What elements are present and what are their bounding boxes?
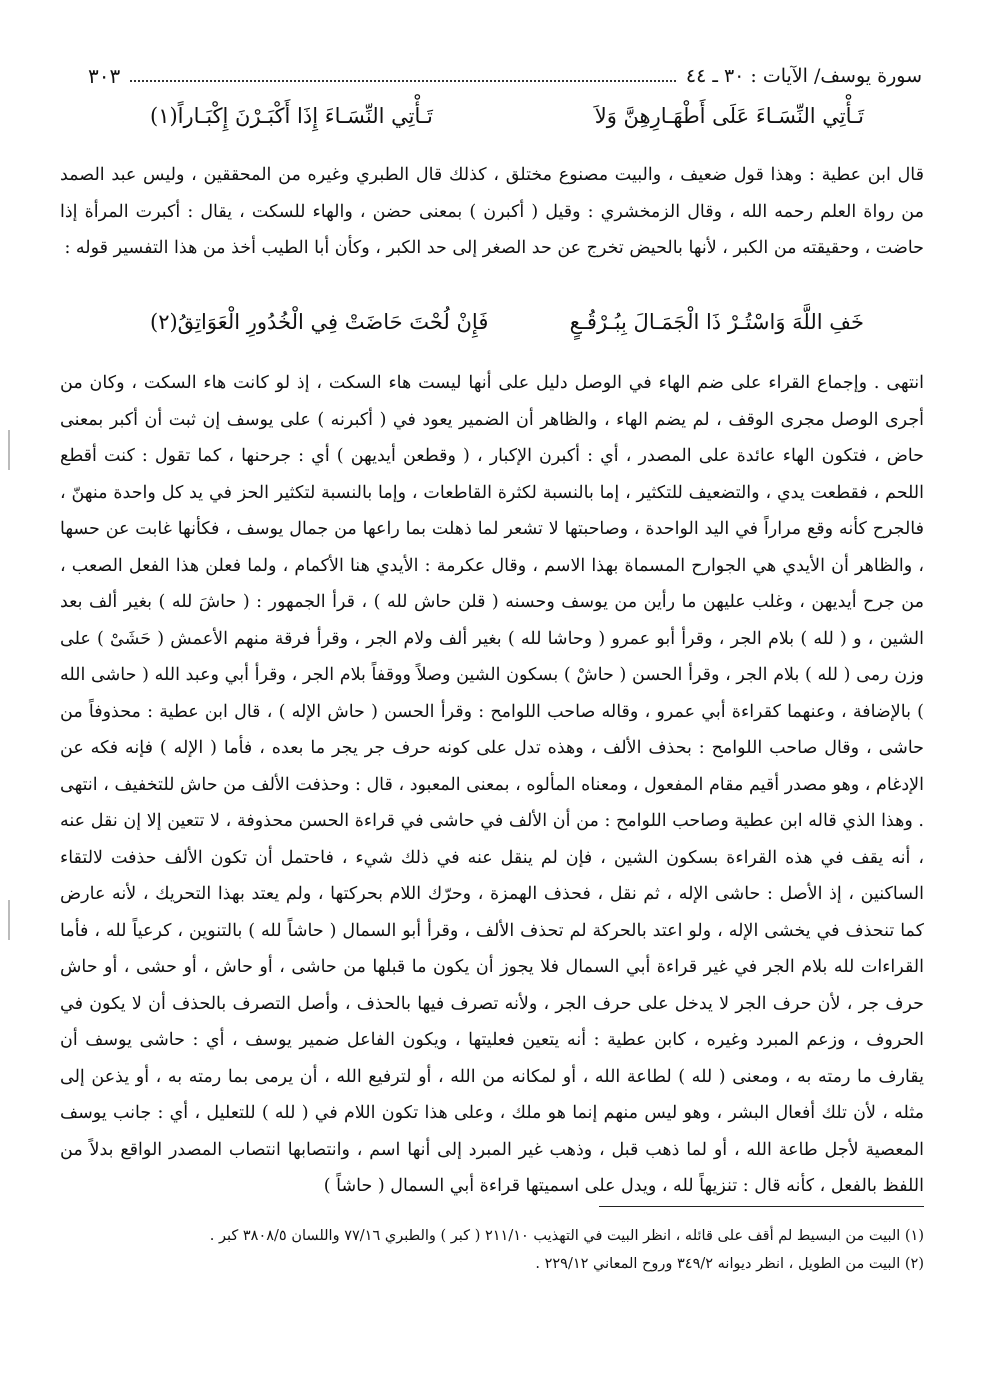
verse-1-first-hemistich: تَـأْتِي النِّسَـاءَ عَلَى أَطْهَـارِهِنَّ وَلاَ (594, 104, 864, 128)
poetry-verse-1 (150, 104, 864, 128)
footnote-separator (599, 1206, 924, 1207)
verse-1-second-hemistich: تَـأْتِي النِّسَـاءَ إِذَا أَكْبَـرْنَ إِكْبَـاراً(١) (150, 104, 433, 128)
footnote-2: (٢) البيت من الطويل ، انظر ديوانه ٣٤٩/٢ وروح المعاني ٢٢٩/١٢ . (535, 1256, 924, 1272)
running-header (88, 58, 922, 94)
footnotes (60, 1222, 924, 1278)
verse-2-first-hemistich: خَفِ اللَّهَ وَاسْتُـرْ ذَا الْجَمَـالَ بِبُـرْقُـعٍ (569, 310, 864, 334)
footnote-1: (١) البيت من البسيط لم أقف على قائله ، انظر البيت في التهذيب ٢١١/١٠ ( كبر ) والطبري ٧٧/١٦ واللسان ٣٨٠٨/٥ كبر . (209, 1228, 924, 1244)
poetry-verse-2 (150, 310, 864, 334)
surah-title: سورة يوسف/ الآيات : ٣٠ ـ ٤٤ (685, 65, 922, 87)
commentary-paragraph-1: قال ابن عطية : وهذا قول ضعيف ، والبيت مصنوع مختلق ، كذلك قال الطبري وغيره من المحققين ، وليس عبد الصمد من رواة العلم رحمه الله ، وقال الزمخشري : وقيل ( أكبرن ) بمعنى حضن ، والهاء للسكت ، يقال : أكبرت المرأة إذا حاضت ، وحقيقته من الكبر ، لأنها بالحيض تخرج عن حد الصغر إلى حد الكبر ، وكأن أبا الطيب أخذ من هذا التفسير قوله : (60, 165, 924, 258)
dotted-leader (130, 80, 676, 82)
scan-edge-mark (8, 430, 10, 470)
commentary-paragraph-2: انتهى . وإجماع القراء على ضم الهاء في الوصل دليل على أنها ليست هاء السكت ، إذ لو كانت هاء السكت ، وكان من أجرى الوصل مجرى الوقف ، لم يضم الهاء ، والظاهر أن الضمير يعود في ( أكبرنه ) على يوسف إن ثبت أن أكبر بمعنى حاض ، فتكون الهاء عائدة على المصدر ، أي : أكبرن الإكبار ، ( وقطعن أيديهن ) أي : جرحنها ، كما تقول : كنت أقطع اللحم ، فقطعت يدي ، والتضعيف للتكثير ، إما بالنسبة لكثرة القاطعات ، وإما بالنسبة لتكثير الحز في يد كل واحدة منهنّ ، فالجرح كأنه وقع مراراً في اليد الواحدة ، وصاحبتها لا تشعر لما ذهلت بما راعها من جمال يوسف ، فكأنها غابت عن حسها ، والظاهر أن الأيدي هي الجوارح المسماة بهذا الاسم ، وقال عكرمة : الأيدي هنا الأكمام ، ولما فعلن هذا الفعل الصعب ، من جرح أيديهن ، وغلب عليهن ما رأين من يوسف وحسنه ( قلن حاش لله ) ، قرأ الجمهور : ( حاشَ لله ) بغير ألف بعد الشين ، و ( لله ) بلام الجر ، وقرأ أبو عمرو ( وحاشا لله ) بغير ألف ولام الجر ، وقرأ فرقة منهم الأعمش ( حَشَىْ ) على وزن رمى ( لله ) بلام الجر ، وقرأ الحسن ( حاشْ ) بسكون الشين وصلاً ووقفاً بلام الجر ، وقرأ أبي وعبد الله ( حاشى الله ) بالإضافة ، وعنهما كقراءة أبي عمرو ، وقاله صاحب اللوامح : وقرأ الحسن ( حاش الإله ) ، قال ابن عطية : محذوفاً من حاشى ، وقال صاحب اللوامح : بحذف الألف ، وهذه تدل على كونه حرف جر يجر ما بعده ، فأما ( الإله ) فإنه فكه عن الإدغام ، وهو مصدر أقيم مقام المفعول ، ومعناه المألوه ، بمعنى المعبود ، قال : وحذفت الألف من حاش للتخفيف ، انتهى . وهذا الذي قاله ابن عطية وصاحب اللوامح : من أن الألف في حاشى في قراءة الحسن محذوفة ، لا تتعين إلا إن نقل عنه ، أنه يقف في هذه القراءة بسكون الشين ، فإن لم ينقل عنه في ذلك شيء ، فاحتمل أن تكون الألف حذفت لالتقاء الساكنين ، إذ الأصل : حاشى الإله ، ثم نقل ، فحذف الهمزة ، وحرّك اللام بحركتها ، ولم يعتد بهذا التحريك ، لأنه عارض كما تنحذف في يخشى الإله ، ولو اعتد بالحركة لم تحذف الألف ، وقرأ أبو السمال ( حاشاً لله ) بالتنوين ، كرعياً لله ، فأما القراءات لله بلام الجر في غير قراءة أبي السمال فلا يجوز أن يكون ما قبلها من حاشى ، أو حاش ، أو حشى ، أو حاش حرف جر ، لأن حرف الجر لا يدخل على حرف الجر ، ولأنه تصرف فيها بالحذف ، وأصل التصرف بالحذف أن لا يكون في الحروف ، وزعم المبرد وغيره ، كابن عطية : أنه يتعين فعليتها ، ويكون الفاعل ضمير يوسف ، أي : حاشى يوسف أن يقارف ما رمته به ، ومعنى ( لله ) لطاعة الله ، أو لمكانه من الله ، أو لترفيع الله ، أن يرمى بما رمته به ، أو يذعن إلى مثله ، لأن تلك أفعال البشر ، وهو ليس منهم إنما هو ملك ، وعلى هذا تكون اللام في ( لله ) للتعليل ، أي : جانب يوسف المعصية لأجل طاعة الله ، أو لما ذهب قبل ، وذهب غير المبرد إلى أنها اسم ، وانتصابها انتصاب المصدر الواقع بدلاً من اللفظ بالفعل ، كأنه قال : تنزيهاً لله ، ويدل على اسميتها قراءة أبي السمال ( حاشاً ) (60, 373, 924, 1196)
verse-2-second-hemistich: فَإِنْ لُحْتَ حَاضَتْ فِي الْخُدُورِ الْعَوَاتِقُ(٢) (150, 310, 489, 334)
scan-edge-mark (8, 900, 10, 940)
page-number: ٣٠٣ (88, 64, 121, 88)
